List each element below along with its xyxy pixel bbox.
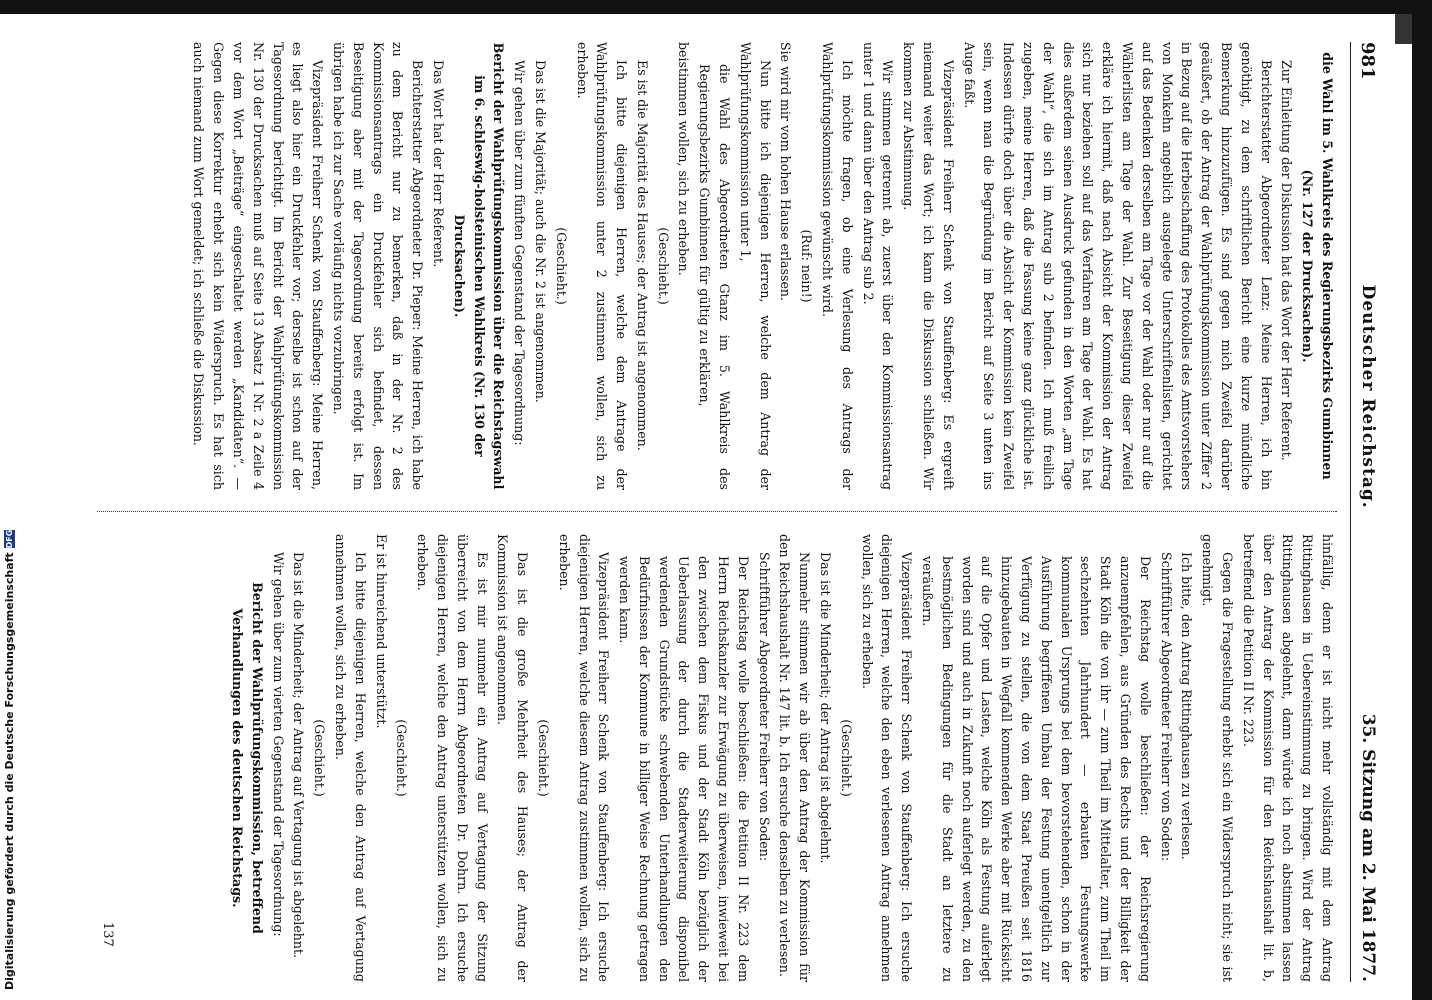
paragraph: Vizepräsident Freiherr Schenk von Stauffenberg: Meine Herren, es liegt also hier ein Druckfehler vor; derselbe ist schon auf der Tagesordnung berichtigt. Im Bericht der Wahlprüfungskommission Nr. 130 der Drucksachen muß auf Seite 13 Absatz 1 Nr. 2 a Zeile 4 vor dem Wort „Beiträge“ eingeschaltet werden „Kandidaten“. — Gegen diese Korrektur erhebt sich kein Widerspruch. Es hat sich auch niemand zum Wort gemeldet; ich schließe die Diskussion.	[191, 42, 326, 490]
document-page	[65, 42, 1385, 982]
paragraph: Vizepräsident Freiherr Schenk von Stauffenberg: Ich ersuche diejenigen Herren, welche diesem Antrag zustimmen wollen, sich zu erheben.	[556, 534, 612, 982]
paragraph: Das ist die Majorität; auch die Nr. 2 ist angenommen.	[532, 60, 548, 403]
paragraph: Sie wird mir vom hohen Hause erlassen.	[778, 42, 794, 302]
paragraph: Gegen die Fragestellung erhebt sich ein Widerspruch nicht; sie ist genehmigt.	[1200, 534, 1236, 982]
paragraph: Berichterstatter Abgeordneter Lenz: Meine Herren, ich bin genöthigt, zu dem schriftlichen Bericht eine kurze mündliche Bemerkung hinzuzufügen. Es sind gegen mich Zweifel darüber geäußert, ob der Antrag der Wahlprüfungskommission unter Ziffer 2 in Bezug auf die Herbeischaffung des Protokolles des Amtsvorstehers von Monkehn angeblich ausgelegte Unterschriftenlisten, gerichtet auf das Bedenken derselben am Tage vor der Wahl oder nur auf die Wählerlisten am Tage der Wahl. Zur Beseitigung dieser Zweifel erkläre ich hiermit, daß nach Absicht der Kommission der Antrag sich nur beziehen soll auf das Verfahren am Tage der Wahl. Es hat dies außerdem seinen Ausdruck gefunden in den Worten „am Tage der Wahl“, die sich im Antrag sub 2 befinden. Ich muß freilich zugeben, meine Herren, daß die Fassung keine ganz glückliche ist. Indessen dürfte doch über die Absicht der Kommission kein Zweifel sein, wenn man die Begründung im Bericht auf Seite 3 unten ins Auge faßt.	[961, 42, 1274, 490]
paragraph: (Geschieht.)	[535, 719, 551, 797]
paragraph: Vizepräsident Freiherr Schenk von Stauffenberg: Ich ersuche diejenigen Herren, welche den eben verlesenen Antrag annehmen wollen, sich zu erheben.	[859, 534, 915, 982]
paragraph: (Geschieht.)	[312, 719, 328, 797]
paragraph: (Geschieht.)	[394, 719, 410, 797]
paragraph: Schriftführer Abgeordneter Freiherr von Soden:	[756, 552, 772, 862]
page-header	[1350, 42, 1385, 982]
paragraph: Das ist die Minderheit; der Antrag auf Vertagung ist abgelehnt.	[291, 552, 307, 959]
paragraph: hinfällig, denn er ist nicht mehr vollständig mit dem Antrag Rittinghausen in Uebereinstimmung zu bringen. Wird der Antrag Rittinghausen abgelehnt, dann würde ich noch abstimmen lassen über den Antrag der Kommission für den Reichshaushalt lit. b, betreffend die Petition II Nr. 223.	[1240, 534, 1335, 982]
paragraph: die Wahl des Abgeordneten Gtanz im 5. Wahlkreis des Regierungsbezirks Gumbinnen für gültig zu erklären,	[697, 64, 733, 490]
dfg-logo: DFG	[4, 529, 14, 549]
paragraph: (Geschieht.)	[655, 227, 671, 305]
paragraph: Ich bitte diejenigen Herren, welche dem Antrage der Wahlprüfungskommission unter 2 zustimmen wollen, sich zu erheben.	[574, 42, 630, 490]
paragraph: Der Reichstag wolle beschließen: der Reichsregierung anzuempfehlen, aus Gründen des Rechts und der Billigkeit der Stadt Köln die von ihr — zum Theil im Mittelalter, zum Theil im sechzehnten Jahrhundert — erbauten Festungswerke kommunalen Ursprungs bei dem bevorstehenden, schon in der Ausführung begriffenen Umbau der Festung unentgeltlich zur Verfügung zu stellen, die von dem Staat Preußen seit 1816 hinzugebauten in Wegfall kommenden Werke aber mit Rücksicht auf die Opfer und Lasten, welche Köln als Festung auferlegt worden sind und auch in Zukunft noch auferlegt werden, zu den bestmöglichen Bedingungen für die Stadt an letztere zu veräußern.	[920, 556, 1153, 982]
paragraph: Wir stimmen getrennt ab, zuerst über den Kommissionsantrag unter 1 und dann über den Antrag sub 2.	[860, 42, 896, 490]
publication-title: Deutscher Reichstag.	[1358, 284, 1378, 509]
session-title: 35. Sitzung am 2. Mai 1877.	[1358, 713, 1378, 982]
paragraph: Wir gehen über zum vierten Gegenstand der Tagesordnung:	[270, 552, 286, 937]
paragraph: Es ist mir nunmehr ein Antrag auf Vertagung der Sitzung überreicht von dem Herrn Abgeordneten Dr. Dohrn. Ich ersuche diejenigen Herren, welche den Antrag unterstützen wollen, sich zu erheben.	[415, 534, 490, 982]
paragraph: Der Reichstag wolle beschließen: die Petition II Nr. 223 dem Herrn Reichskanzler zur Erwägung zu überweisen, inwieweit bei den zwischen dem Fiskus und der Stadt Köln bezüglich der Ueberlassung der durch die Stadterweiterung disponibel werdenden Grundstücke schwebenden Unterhandlungen den Bedürfnissen der Kommune in billiger Weise Rechnung getragen werden kann.	[617, 556, 751, 982]
paragraph: Ich bitte, den Antrag Rittinghausen zu verlesen.	[1179, 552, 1195, 860]
paragraph: Ich bitte diejenigen Herren, welche den Antrag auf Vertagung annehmen wollen, sich zu erheben.	[332, 534, 368, 982]
section-heading: Bericht der Wahlprüfungskommission über die Reichstagswahl im 6. schleswig-holsteinischen Wahlkreis (Nr. 130 der Drucksachen).	[451, 42, 507, 490]
paragraph: Es ist die Majorität des Hauses; der Antrag ist angenommen.	[634, 60, 650, 451]
paragraph: Vizepräsident Freiherr Schenk von Stauffenberg: Es ergreift niemand weiter das Wort; ich kann die Diskussion schließen. Wir kommen zur Abstimmung.	[901, 42, 956, 490]
page-number: 981	[1357, 42, 1379, 80]
digitization-text: Digitalisierung gefördert durch die Deutsche Forschungsgemeinschaft	[2, 552, 16, 990]
paragraph: Das ist die große Mehrheit des Hauses; der Antrag der Kommission ist angenommen.	[495, 534, 531, 982]
paragraph: Berichterstatter Abgeordneter Dr. Pieper: Meine Herren, ich habe zu dem Bericht nur zu bemerken, daß in der Nr. 2 des Kommissionsantrags ein Druckfehler sich befindet, dessen Beseitigung aber mit der Tagesordnung bereits erfolgt ist. Im übrigen habe ich zur Sache vorläufig nichts vorzubringen.	[330, 42, 426, 490]
signature-mark: 137	[100, 922, 115, 947]
paragraph: Nunmehr stimmen wir ab über den Antrag der Kommission für den Reichshaushalt Nr. 147 lit. b. Ich ersuche denselben zu verlesen.	[777, 534, 813, 982]
paragraph: Schriftführer Abgeordneter Freiherr von Soden:	[1158, 552, 1174, 862]
text-columns	[77, 42, 1337, 982]
paragraph: (Ruf: nein!)	[799, 229, 815, 303]
paragraph: Wir gehen über zum fünften Gegenstand der Tagesordnung:	[512, 60, 528, 446]
right-column	[77, 534, 1337, 982]
paragraph: Das ist die Minderheit; der Antrag ist abgelehnt.	[818, 552, 834, 864]
digitization-note	[2, 529, 16, 990]
section-heading: Bericht der Wahlprüfungskommission, betreffend Verhandlungen des deutschen Reichstags.	[229, 582, 265, 934]
section-heading: die Wahl im 5. Wahlkreis des Regierungsbezirks Gumbinnen (Nr. 127 der Drucksachen).	[1300, 52, 1335, 480]
paragraph: beistimmen wollen, sich zu erheben.	[676, 42, 692, 276]
paragraph: Er ist hinreichend unterstützt.	[373, 534, 389, 729]
left-column	[77, 42, 1337, 490]
paragraph: (Geschieht.)	[838, 719, 854, 797]
paragraph: Nun bitte ich diejenigen Herren, welche dem Antrag der Wahlprüfungskommission unter 1,	[737, 42, 773, 490]
paragraph: (Geschieht.)	[553, 227, 569, 305]
paragraph: Das Wort hat der Herr Referent.	[430, 60, 446, 268]
paragraph: Zur Einleitung der Diskussion hat das Wort der Herr Referent.	[1279, 60, 1295, 461]
paragraph: Ich möchte fragen, ob eine Verlesung des Antrags der Wahlprüfungskommission gewünscht wird.	[820, 42, 855, 490]
column-divider	[97, 511, 1337, 513]
